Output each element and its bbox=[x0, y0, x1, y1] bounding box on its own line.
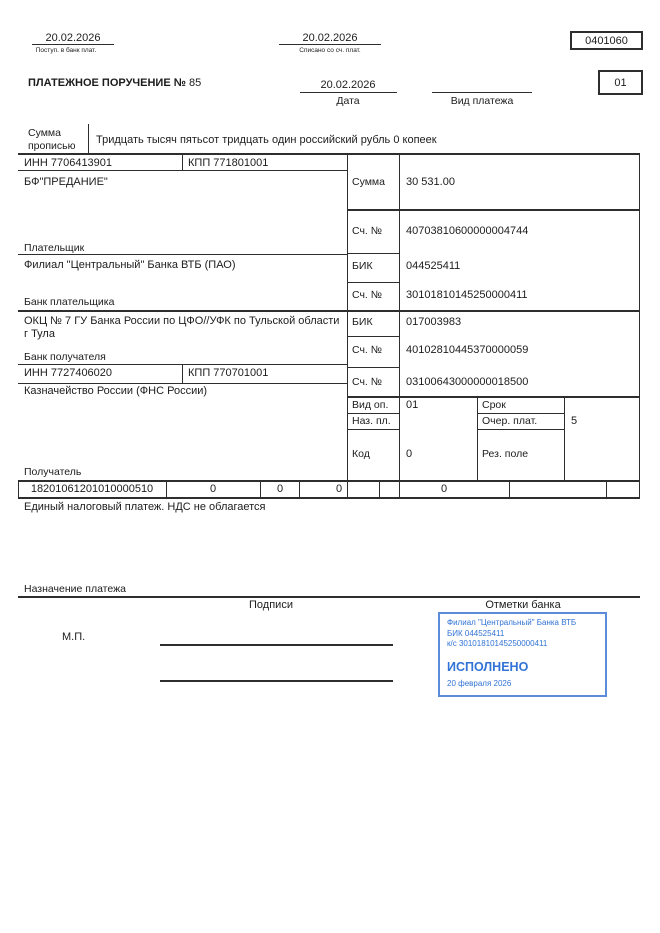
tax-col-border-3 bbox=[299, 480, 300, 498]
tax-col-border-5 bbox=[509, 480, 510, 498]
status-code-box bbox=[598, 70, 643, 95]
payee-inn-kpp-divider bbox=[182, 364, 183, 383]
payee-inn-row-underline bbox=[18, 383, 347, 384]
payer-bank-account-label: Сч. № bbox=[352, 289, 383, 301]
payee-name: Казначейство России (ФНС России) bbox=[24, 385, 208, 397]
purpose-underline bbox=[18, 596, 640, 598]
tax-col-border-4 bbox=[379, 480, 380, 498]
date-debited: 20.02.2026 bbox=[302, 32, 358, 44]
table-top-border bbox=[18, 153, 640, 155]
document-date: 20.02.2026 bbox=[320, 79, 376, 91]
tax-cell-1: 0 bbox=[209, 483, 217, 495]
amount-words-divider bbox=[88, 124, 89, 155]
document-date-underline bbox=[300, 92, 397, 93]
label-line-1 bbox=[347, 253, 399, 254]
date-caption: Дата bbox=[336, 95, 360, 107]
document-title bbox=[28, 77, 201, 90]
table-divider-left bbox=[347, 153, 348, 498]
date-received: 20.02.2026 bbox=[45, 32, 101, 44]
payment-purpose: Единый налоговый платеж. НДС не облагается bbox=[24, 501, 266, 513]
kod-value: 0 bbox=[406, 448, 413, 460]
amount-label: Сумма bbox=[352, 176, 385, 188]
payment-purpose-caption: Назначение платежа bbox=[24, 583, 126, 595]
subgrid-divider-1 bbox=[477, 396, 478, 481]
amount-in-words: Тридцать тысяч пятьсот тридцать один российский рубль 0 копеек bbox=[96, 134, 437, 146]
payee-bank-account: 40102810445370000059 bbox=[406, 344, 529, 356]
payer-caption: Плательщик bbox=[24, 242, 85, 254]
signature-line-1 bbox=[160, 644, 393, 646]
payee-bank-bik-label: БИК bbox=[352, 316, 373, 328]
payment-type-underline bbox=[432, 92, 532, 93]
date-debited-underline bbox=[279, 44, 381, 45]
document-number: 85 bbox=[189, 77, 202, 89]
rez-pole-label: Рез. поле bbox=[482, 448, 529, 460]
naz-pl-underline bbox=[347, 429, 399, 430]
payee-account: 03100643000000018500 bbox=[406, 376, 529, 388]
tax-row-bottom-border bbox=[18, 497, 640, 499]
signature-line-2 bbox=[160, 680, 393, 682]
amount-words-label-line1: Сумма bbox=[28, 127, 61, 139]
accounts-bottom-underline bbox=[347, 396, 640, 398]
table-divider-labels bbox=[399, 153, 400, 498]
tax-cell-2: 0 bbox=[276, 483, 284, 495]
date-debited-caption: Списано со сч. плат. bbox=[299, 47, 361, 54]
payee-inn: ИНН 7727406020 bbox=[24, 367, 113, 379]
payer-bank-account: 30101810145250000411 bbox=[406, 289, 528, 301]
label-line-4 bbox=[347, 367, 399, 368]
stamp-bank-name: Филиал "Центральный" Банка ВТБ bbox=[447, 618, 577, 627]
tax-col-border-2 bbox=[260, 480, 261, 498]
stamp-date: 20 февраля 2026 bbox=[447, 678, 512, 688]
tax-cell-3: 0 bbox=[335, 483, 343, 495]
payee-kpp: КПП 770701001 bbox=[188, 367, 269, 379]
payee-account-label: Сч. № bbox=[352, 376, 383, 388]
payer-account: 40703810600000004744 bbox=[406, 225, 529, 237]
payment-type-caption: Вид платежа bbox=[450, 95, 514, 107]
vid-op-value: 01 bbox=[406, 399, 419, 411]
payee-bank-account-label: Сч. № bbox=[352, 344, 383, 356]
bank-marks-label: Отметки банка bbox=[485, 599, 561, 611]
payer-name: БФ"ПРЕДАНИЕ" bbox=[24, 176, 108, 188]
status-code: 01 bbox=[614, 76, 627, 89]
srok-label: Срок bbox=[482, 399, 506, 411]
form-code: 0401060 bbox=[585, 34, 628, 47]
vid-op-label: Вид оп. bbox=[352, 399, 389, 411]
srok-underline bbox=[477, 413, 564, 414]
kod-label: Код bbox=[352, 448, 370, 460]
ocher-plat-underline bbox=[477, 429, 564, 430]
payer-bank-caption: Банк плательщика bbox=[24, 296, 115, 308]
label-line-3 bbox=[347, 336, 399, 337]
payee-bank-bik: 017003983 bbox=[406, 316, 462, 328]
tax-col-border-1 bbox=[166, 480, 167, 498]
payer-kpp: КПП 771801001 bbox=[188, 157, 269, 169]
label-line-2 bbox=[347, 282, 399, 283]
date-received-caption: Поступ. в банк плат. bbox=[35, 47, 97, 54]
subgrid-divider-2 bbox=[564, 396, 565, 481]
amount-row-underline bbox=[347, 209, 640, 211]
payer-account-label: Сч. № bbox=[352, 225, 383, 237]
payer-bank-section-underline bbox=[18, 310, 640, 312]
document-title-label: ПЛАТЕЖНОЕ ПОРУЧЕНИЕ № bbox=[28, 77, 186, 89]
payee-bank-name-line1: ОКЦ № 7 ГУ Банка России по ЦФО//УФК по Тульской области bbox=[24, 315, 340, 327]
payee-bank-caption: Банк получателя bbox=[24, 351, 106, 363]
payee-caption: Получатель bbox=[24, 466, 82, 478]
tax-cell-4: 0 bbox=[440, 483, 448, 495]
stamp-corr-account: к/с 30101810145250000411 bbox=[447, 639, 548, 648]
vid-op-underline bbox=[347, 413, 399, 414]
amount-value: 30 531.00 bbox=[406, 176, 455, 188]
table-right-border bbox=[639, 153, 640, 498]
mp-label: М.П. bbox=[62, 631, 86, 643]
ocher-plat-value: 5 bbox=[571, 415, 578, 427]
bank-stamp bbox=[438, 612, 607, 697]
amount-words-label-line2: прописью bbox=[28, 140, 76, 152]
payer-bank-name: Филиал "Центральный" Банка ВТБ (ПАО) bbox=[24, 259, 236, 271]
date-received-underline bbox=[32, 44, 114, 45]
ocher-plat-label: Очер. плат. bbox=[482, 415, 538, 427]
payer-bank-bik: 044525411 bbox=[406, 260, 461, 272]
payee-bank-name-line2: г Тула bbox=[24, 328, 55, 340]
form-code-box bbox=[570, 31, 643, 50]
tax-col-border-0 bbox=[18, 480, 19, 498]
stamp-status: ИСПОЛНЕНО bbox=[447, 659, 529, 674]
tax-col-border-6 bbox=[606, 480, 607, 498]
tax-cell-kbk: 18201061201010000510 bbox=[30, 483, 154, 495]
payer-inn-kpp-divider bbox=[182, 153, 183, 170]
payer-bank-bik-label: БИК bbox=[352, 260, 373, 272]
payer-section-underline bbox=[18, 254, 347, 255]
signatures-label: Подписи bbox=[249, 599, 293, 611]
naz-pl-label: Наз. пл. bbox=[352, 415, 391, 427]
payer-inn: ИНН 7706413901 bbox=[24, 157, 113, 169]
stamp-bik: БИК 044525411 bbox=[447, 628, 505, 638]
payer-inn-row-underline bbox=[18, 170, 347, 171]
tax-row-top-border bbox=[18, 480, 640, 482]
